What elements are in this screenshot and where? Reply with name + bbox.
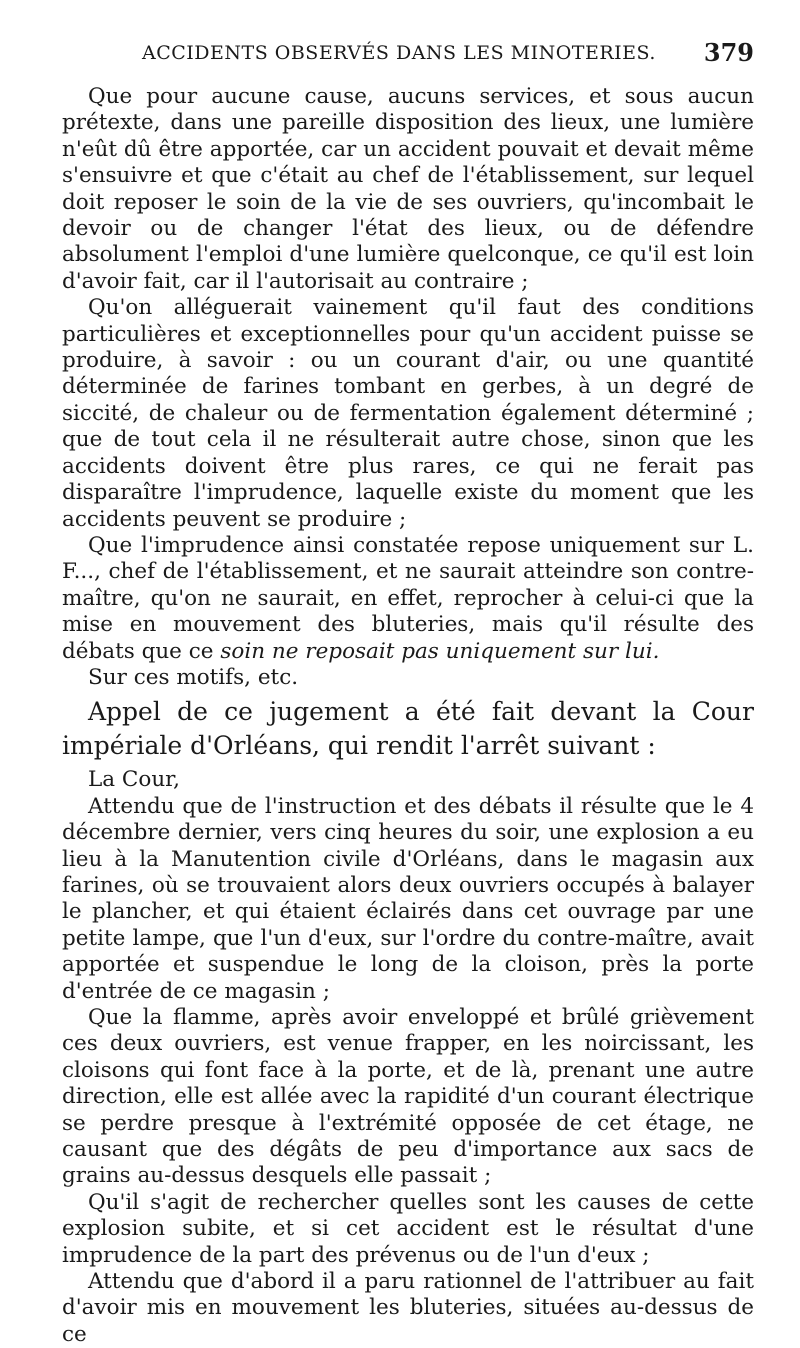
paragraph: Attendu que d'abord il a paru rationnel de l'attribuer au fait d'avoir mis en mouvement les bluteries, situées au-dessus de ce <box>62 1269 754 1347</box>
paragraph: Attendu que de l'instruction et des débats il résulte que le 4 décembre dernier, vers cinq heures du soir, une explosion a eu lieu à la Manutention civile d'Orléans, dans le magasin aux farines, où se trouvaient alors deux ouvriers occupés à balayer le plancher, et qui étaient éclairés dans cet ouvrage par une petite lampe, que l'un d'eux, sur l'ordre du contre-maître, avait apportée et suspendue le long de la cloison, près la porte d'entrée de ce magasin ; <box>62 793 754 1004</box>
running-head: ACCIDENTS OBSERVÉS DANS LES MINOTERIES. <box>142 42 656 64</box>
paragraph: Sur ces motifs, etc. <box>88 664 299 690</box>
paragraph: Qu'on alléguerait vainement qu'il faut des conditions particulières et exceptionnelles pour qu'un accident puisse se produire, à savoir : ou un courant d'air, ou une quantité déterminée de farines tombant en gerbes, à un degré de siccité, de chaleur ou de fermentation également déterminé ; que de tout cela il ne résulterait autre chose, sinon que les accidents doivent être plus rares, ce qui ne ferait pas disparaître l'imprudence, laquelle existe du moment que les accidents peuvent se produire ; <box>62 295 754 532</box>
page-body <box>62 84 754 1348</box>
court-heading: La Cour, <box>88 767 180 793</box>
italic-phrase: soin ne reposait pas uniquement sur lui. <box>220 638 660 664</box>
paragraph: Que pour aucune cause, aucuns services, et sous aucun prétexte, dans une pareille disposition des lieux, une lumière n'eût dû être apportée, car un accident pouvait et devait même s'ensuivre et que c'était au chef de l'établissement, sur lequel doit reposer le soin de la vie de ses ouvriers, qu'incombait le devoir ou de changer l'état des lieux, ou de défendre absolument l'emploi d'une lumière quelconque, ce qu'il est loin d'avoir fait, car il l'autorisait au contraire ; <box>62 84 754 294</box>
paragraph: Que la flamme, après avoir enveloppé et brûlé grièvement ces deux ouvriers, est venue frapper, en les noircissant, les cloisons qui font face à la porte, et de là, prenant une autre direction, elle est allée avec la rapidité d'un courant électrique se perdre presque à l'extrémité opposée de cet étage, ne causant que des dégâts de peu d'importance aux sacs de grains au-dessus desquels elle passait ; <box>62 1005 754 1189</box>
paragraph <box>62 533 754 665</box>
page-number: 379 <box>703 38 754 67</box>
paragraph-text: Que l'imprudence ainsi constatée repose uniquement sur L. F..., chef de l'établissement, et ne saurait atteindre son contre-maître, qu'on ne saurait, en effet, reprocher à celui-ci que la mise en mouvement des bluteries, mais qu'il résulte des débats que ce <box>62 532 754 664</box>
paragraph: Qu'il s'agit de rechercher quelles sont les causes de cette explosion subite, et si cet accident est le résultat d'une imprudence de la part des prévenus ou de l'un d'eux ; <box>62 1189 754 1268</box>
page-header <box>62 36 754 76</box>
lead-paragraph: Appel de ce jugement a été fait devant la Cour impériale d'Orléans, qui rendit l'arrêt suivant : <box>62 697 754 761</box>
